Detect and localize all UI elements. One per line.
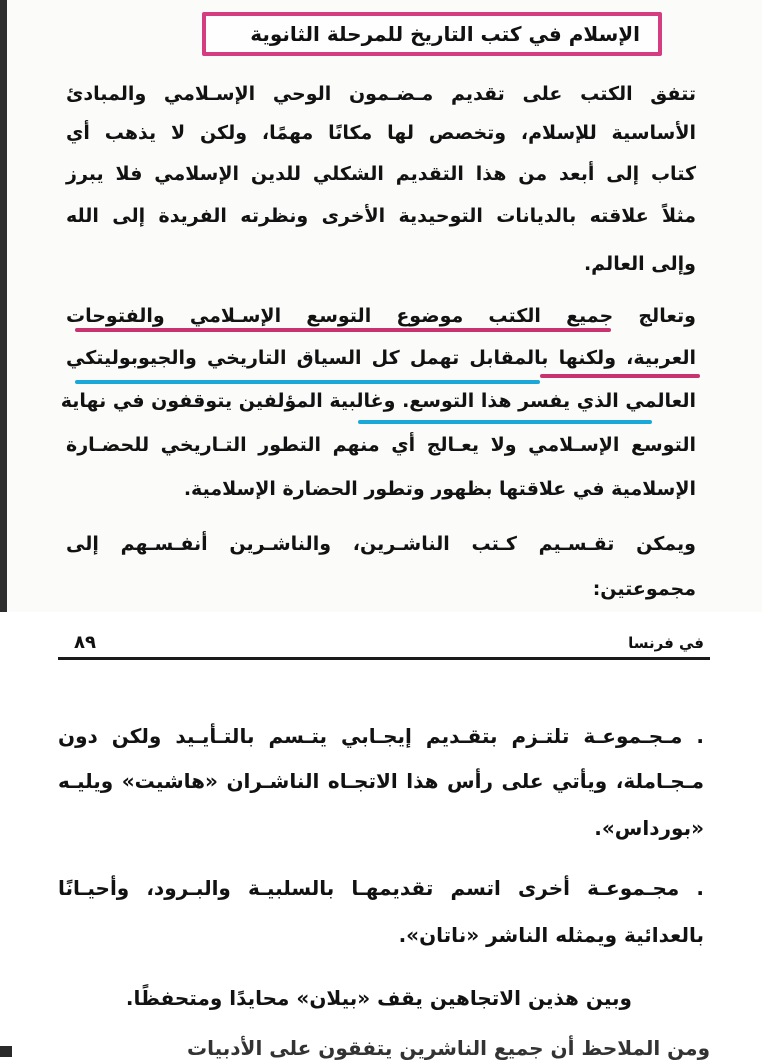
footer-rule — [58, 657, 710, 660]
highlight-underline-pink-1 — [75, 328, 611, 332]
chapter-title: الإسلام في كتب التاريخ للمرحلة الثانوية — [250, 22, 640, 46]
p1-line-5: وإلى العالم. — [583, 253, 696, 275]
p3-line-1: ويمكن تقـسـيم كـتب الناشـرين، والناشـرين أنفـسـهم إلى — [66, 533, 696, 555]
p1-line-3: كتاب إلى أبعد من هذا التقديم الشكلي للدين الإسلامي فلا يبرز — [66, 163, 696, 185]
p2-line-4: التوسع الإسـلامي ولا يعـالج أي منهم التطور التـاريخي للحضـارة — [66, 434, 696, 456]
b2-line-1: . مجـموعـة أخرى اتسم تقديمهـا بالسلبيـة والبـرود، وأحيـانًا — [58, 876, 704, 900]
p2-line-3: العالمي الذي يفسر هذا التوسع. وغالبية المؤلفين يتوقفون في نهاية — [60, 390, 696, 412]
p2-line-1: وتعالج جميع الكتب موضوع التوسع الإسـلامي والفتوحات — [66, 305, 696, 327]
page-corner-mark — [0, 1046, 12, 1057]
b1-line-3: «بورداس». — [594, 816, 704, 840]
running-head: في فرنسا — [628, 634, 704, 652]
p3-line-2: مجموعتين: — [592, 578, 696, 600]
b1-line-1: . مـجـموعـة تلتـزم بتقـديم إيجـابي يتـسم بالتـأيـيد ولكن دون — [58, 724, 704, 748]
p1-line-4: مثلاً علاقته بالديانات التوحيدية الأخرى ونظرته الفريدة إلى الله — [66, 205, 696, 227]
highlight-underline-cyan-1 — [75, 380, 540, 384]
highlight-underline-cyan-2 — [358, 420, 652, 424]
p1-line-1: تتفق الكتب على تقديم مـضـمون الوحي الإسـلامي والمبادئ — [66, 83, 696, 105]
b1-line-2: مـجـاملة، ويأتي على رأس هذا الاتجـاه الناشـران «هاشيت» ويليـه — [58, 769, 704, 793]
page-edge-shadow — [0, 0, 7, 612]
cut-off-text: ومن الملاحظ أن جميع الناشرين يتفقون على الأدبيات — [187, 1036, 710, 1060]
b3-line-1: وبين هذين الاتجاهين يقف «بيلان» محايدًا ومتحفظًا. — [125, 986, 632, 1010]
p2-line-2: العربية، ولكنها بالمقابل تهمل كل السياق التاريخي والجيوبوليتكي — [66, 347, 696, 369]
p2-line-5: الإسلامية في علاقتها بظهور وتطور الحضارة الإسلامية. — [183, 478, 696, 500]
b2-line-2: بالعدائية ويمثله الناشر «ناتان». — [398, 923, 704, 947]
cut-off-text-line — [150, 1036, 710, 1060]
chapter-title-box — [202, 12, 662, 56]
p1-line-2: الأساسية للإسلام، وتخصص لها مكانًا مهمًا، ولكن لا يذهب أي — [66, 122, 696, 144]
page-number: ٨٩ — [74, 632, 96, 653]
highlight-underline-pink-2 — [540, 374, 700, 378]
